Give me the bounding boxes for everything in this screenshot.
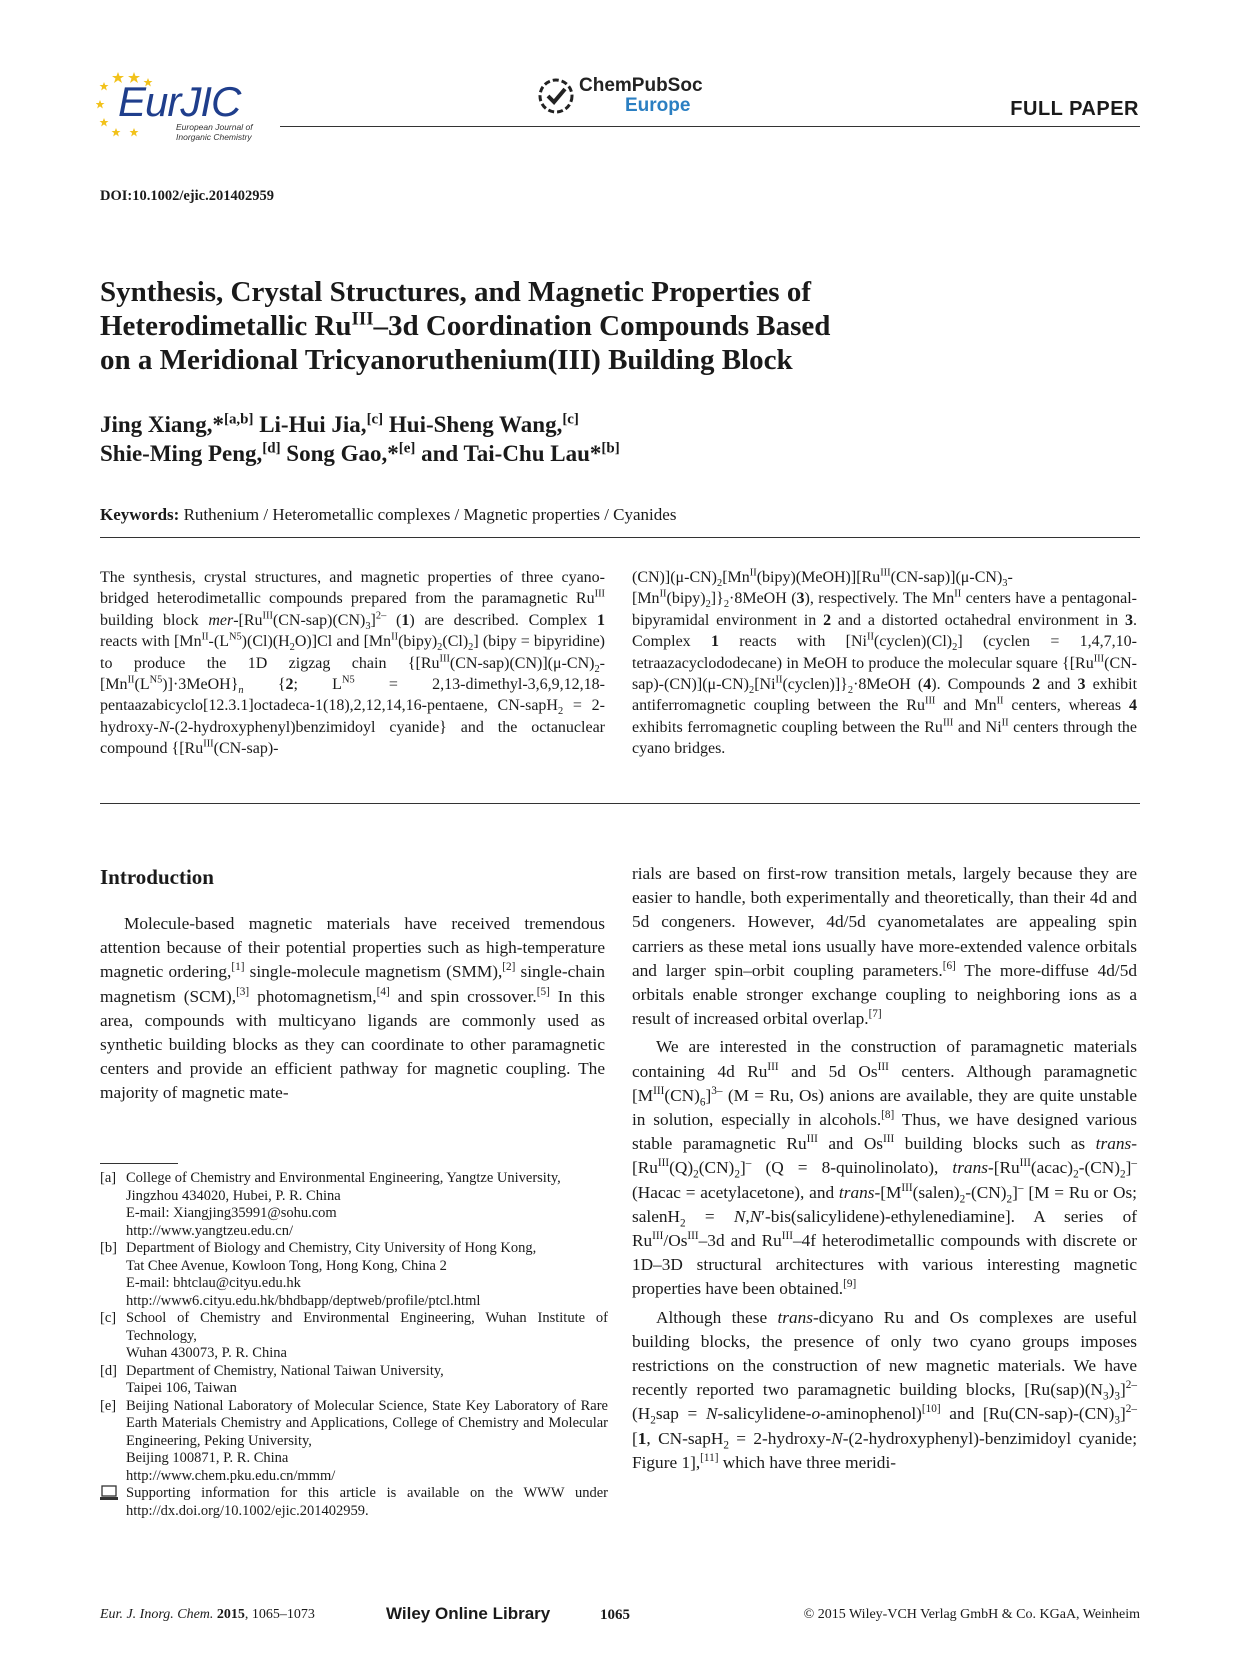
supporting-info-note <box>100 1485 608 1520</box>
title-line-3: on a Meridional Tricyanoruthenium(III) Building Block <box>100 344 793 376</box>
title-line-1: Synthesis, Crystal Structures, and Magnetic Properties of <box>100 276 811 308</box>
chempubsoc-logo <box>537 75 717 120</box>
abstract-top-rule <box>100 537 1140 538</box>
chempubsoc-line1: ChemPubSoc <box>579 75 703 96</box>
title-line-2: Heterodimetallic $Ru^{III}-3d$ Coordination Compounds Based <box>100 308 831 342</box>
author-list <box>100 410 1000 468</box>
affiliation-footnotes <box>100 1170 608 1520</box>
header-rule <box>280 126 1140 127</box>
keywords <box>100 505 676 525</box>
chempubsoc-emblem-icon <box>537 77 575 115</box>
paragraph: Molecule-based magnetic materials have received tremendous attention because of their potential properties such as high-temperature magnetic ordering,[1] single-molecule magnetism (SMM),[2] single-chain magnetism (SCM),[3] photomagnetism,[4] and spin crossover.[5] In this area, compounds with multicyano ligands are commonly used as synthetic building blocks as they can coordinate to other paramagnetic centers and provide an efficient pathway for magnetic coupling. The majority of magnetic mate- <box>100 914 605 1103</box>
abstract-bottom-rule <box>100 803 1140 804</box>
footnote-d: [d] Department of Chemistry, National Taiwan University, Taipei 106, Taiwan <box>100 1362 444 1396</box>
footnote-rule <box>100 1163 178 1164</box>
footer-citation: Eur. J. Inorg. Chem. 2015, 1065–1073 <box>100 1607 315 1622</box>
footnote-a: [a] College of Chemistry and Environmental Engineering, Yangtze University, Jingzhou 434020, Hubei, P. R. China E-mail: Xiangjing35991@sohu.com http://www.yangtzeu.edu.cn/ <box>100 1170 561 1239</box>
footnote-e: [e] Beijing National Laboratory of Molecular Science, State Key Laboratory of Rare Earth Materials Chemistry and Applications, College of Chemistry and Molecular Engineering, Peking University, Beijing 100871, P. R. China http://www.chem.pku.edu.cn/mmm/ <box>100 1397 608 1484</box>
paragraph: We are interested in the construction of paramagnetic materials containing 4d $Ru^{III}$ and 5d $Os^{III}$ centers. Although paramagnetic $[M^{III}(CN)_6]^{3-}$ (M = Ru, Os) anions are available, they are quite unstable in solution, especially in alcohols.[8] Thus, we have designed various stable paramagnetic $Ru^{III}$ and $Os^{III}$ building blocks such as trans-$[Ru^{III}(Q)_2(CN)_2]^-$ (Q = 8-quinolinolato), trans-$[Ru^{III}(acac)_2-(CN)_2]^-$ (Hacac = acetylacetone), and trans-$[M^{III}(salen)_2-(CN)_2]^-$ [M = Ru or Os; salenH$_2$ = N,N′-bis(salicylidene)-ethylenediamine]. A series of $Ru^{III}/Os^{III}-3d$ and $Ru^{III}-4f$ heterodimetallic compounds with discrete or 1D–3D structural architectures with various interesting magnetic properties have been obtained.[9] <box>632 1037 1138 1299</box>
intro-left-column <box>100 912 605 1106</box>
authors-line-1: Jing Xiang,*[a,b] Li-Hui Jia,[c] Hui-Sheng Wang,[c] <box>100 411 579 437</box>
footer-wiley-library: Wiley Online Library <box>386 1604 551 1623</box>
intro-right-column <box>632 862 1137 1475</box>
footer-copyright: © 2015 Wiley-VCH Verlag GmbH & Co. KGaA, Weinheim <box>803 1607 1140 1622</box>
paragraph: rials are based on first-row transition metals, largely because they are easier to handle, both experimentally and theoretically, than their 4d and 5d congeners. However, 4d/5d cyanometalates are appealing spin carriers as these metal ions usually have more-extended valence orbitals and larger spin–orbit coupling parameters.[6] The more-diffuse 4d/5d orbitals enable stronger exchange coupling to neighboring ions as a result of increased orbital overlap.[7] <box>632 864 1137 1029</box>
eurjic-logo <box>96 70 276 150</box>
footnote-c: [c] School of Chemistry and Environmental Engineering, Wuhan Institute of Technology, Wuhan 430073, P. R. China <box>100 1310 608 1361</box>
footer-page-number: 1065 <box>600 1607 630 1623</box>
paragraph: Although these trans-dicyano Ru and Os complexes are useful building blocks, the presence of only two cyano groups imposes restrictions on the construction of new magnetic materials. We have recently reported two paramagnetic building blocks, $[Ru(sap)(N_3)_3]^{2-}$ ($H_2sap$ = N-salicylidene-o-aminophenol)[10] and $[Ru(CN-sap)-(CN)_3]^{2-}$ [1, CN-sapH$_2$ = 2-hydroxy-N-(2-hydroxyphenyl)-benzimidoyl cyanide; Figure 1],[11] which have three meridi- <box>632 1307 1138 1472</box>
keywords-text: Ruthenium / Heterometallic complexes / Magnetic properties / Cyanides <box>183 505 677 524</box>
doi: DOI:10.1002/ejic.201402959 <box>100 188 274 204</box>
supporting-info-text[interactable]: Supporting information for this article is available on the WWW under http://dx.doi.org/10.1002/ejic.201402959. <box>126 1485 608 1519</box>
eurjic-logo-text: EurJIC <box>118 78 241 125</box>
footnote-b: [b] Department of Biology and Chemistry, City University of Hong Kong, Tat Chee Avenue, Kowloon Tong, Hong Kong, China 2 E-mail: bhtclau@cityu.edu.hk http://www6.cityu.edu.hk/bhdbapp/deptweb/profile/ptcl.html <box>100 1240 537 1309</box>
article-title <box>100 275 1000 377</box>
section-label: FULL PAPER <box>1010 98 1139 120</box>
computer-icon <box>100 1485 126 1520</box>
keywords-label: Keywords: <box>100 505 180 524</box>
abstract-right-column: $(CN)](\mu-CN)_2[Mn^{II}(bipy)(MeOH)][Ru^{III}(CN-sap)](\mu-CN)_3-[Mn^{II}(bipy)_2]\}_2\cdot 8MeOH$ (3), respectively. The $Mn^{II}$ centers have a pentagonal-bipyramidal environment in 2 and a distorted octahedral environment in 3. Complex 1 reacts with $[Ni^{II}(cyclen)(Cl)_2]$ (cyclen = 1,4,7,10-tetraazacyclododecane) in MeOH to produce the molecular square $\{[Ru^{III}(CN-sap)-(CN)](\mu-CN)_2[Ni^{II}(cyclen)]\}_2\cdot 8MeOH$ (4). Compounds 2 and 3 exhibit antiferromagnetic coupling between the $Ru^{III}$ and $Mn^{II}$ centers, whereas 4 exhibits ferromagnetic coupling between the $Ru^{III}$ and $Ni^{II}$ centers through the cyano bridges. <box>632 567 1138 758</box>
eurjic-logo-subtitle: European Journal of Inorganic Chemistry <box>176 122 253 142</box>
chempubsoc-line2: Europe <box>625 95 691 116</box>
section-heading-introduction: Introduction <box>100 865 214 889</box>
abstract-left-column: The synthesis, crystal structures, and magnetic properties of three cyano-bridged heterodimetallic compounds prepared from the paramagnetic $Ru^{III}$ building block mer-$[Ru^{III}(CN-sap)(CN)_3]^{2-}$ (1) are described. Complex 1 reacts with $[Mn^{II}-(L^{N5})(Cl)(H_2O)]Cl$ and $[Mn^{II}(bipy)_2(Cl)_2]$ (bipy = bipyridine) to produce the 1D zigzag chain $\{[Ru^{III}(CN-sap)(CN)](\mu-CN)_2-[Mn^{II}(L^{N5})]\cdot 3MeOH\}_n$ {2; $L^{N5}$ = 2,13-dimethyl-3,6,9,12,18-pentaazabicyclo[12.3.1]octadeca-1(18),2,12,14,16-pentaene, CN-sapH$_2$ = 2-hydroxy-N-(2-hydroxyphenyl)benzimidoyl cyanide} and the octanuclear compound {[$Ru^{III}(CN-sap)-$ <box>100 569 606 758</box>
authors-line-2: Shie-Ming Peng,[d] Song Gao,*[e] and Tai-Chu Lau*[b] <box>100 440 620 466</box>
